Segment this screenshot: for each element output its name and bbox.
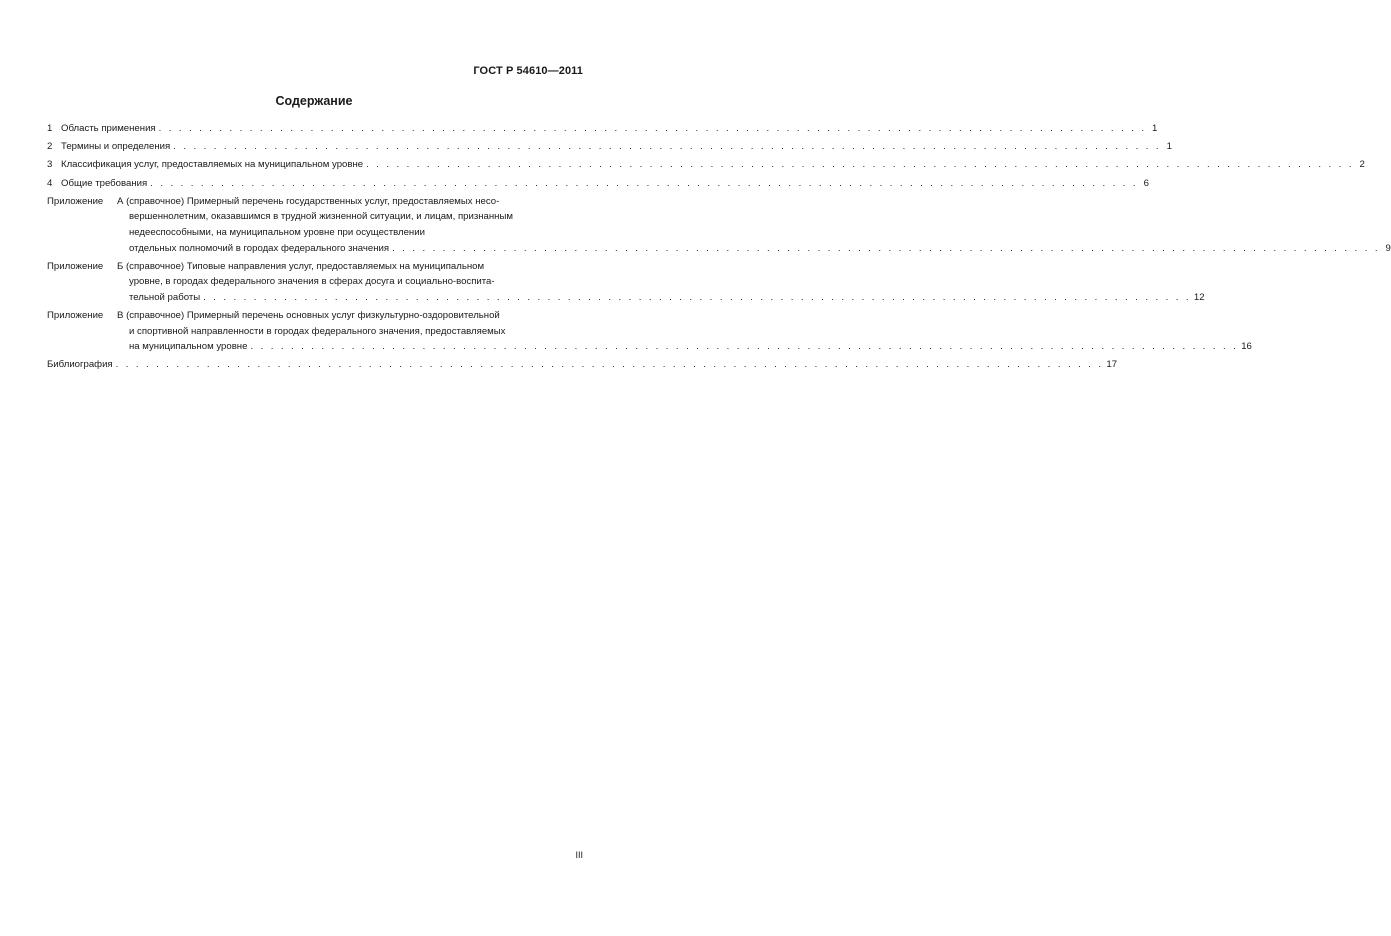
toc-entry-number: 3 bbox=[47, 159, 53, 171]
toc-entry-page: 9 bbox=[1385, 242, 1391, 254]
toc-entry-label: Область применения bbox=[61, 123, 156, 134]
toc-entry-page: 12 bbox=[1193, 291, 1205, 303]
toc-entry-3[interactable] bbox=[47, 157, 1365, 173]
page-number: III bbox=[575, 850, 583, 860]
toc-entry-4[interactable] bbox=[47, 176, 1149, 192]
appendix-prefix: Приложение bbox=[47, 310, 104, 322]
dot-leader bbox=[250, 339, 1238, 355]
toc-entry-page: 16 bbox=[1241, 341, 1252, 353]
toc-entry-number: 1 bbox=[47, 123, 53, 134]
appendix-title-line: уровне, в городах федерального значения в сферах досуга и социально-воспита- bbox=[129, 276, 495, 288]
appendix-title-line: недееспособными, на муниципальном уровне при осуществлении bbox=[129, 226, 425, 238]
toc-entry-2[interactable] bbox=[47, 139, 1172, 155]
appendix-title-line: В (справочное) Примерный перечень основных услуг физкультурно-оздоровительной bbox=[117, 310, 500, 322]
standard-code: ГОСТ Р 54610—2011 bbox=[473, 65, 583, 77]
toc-bibliography[interactable] bbox=[47, 357, 1118, 373]
toc-entry-page: 6 bbox=[1143, 177, 1149, 189]
dot-leader bbox=[392, 241, 1380, 257]
dot-leader bbox=[366, 157, 1354, 173]
toc-appendix-b[interactable] bbox=[47, 259, 1205, 306]
dot-leader bbox=[116, 357, 1104, 373]
toc-entry-1[interactable] bbox=[47, 121, 1158, 137]
toc-appendix-a[interactable] bbox=[47, 194, 1391, 256]
toc-entry-page: 1 bbox=[1152, 123, 1158, 134]
toc-entry-label: Общие требования bbox=[61, 177, 148, 189]
toc-entry-label: Классификация услуг, предоставляемых на муниципальном уровне bbox=[61, 159, 364, 171]
appendix-title-line: Б (справочное) Типовые направления услуг, предоставляемых на муниципальном bbox=[117, 260, 485, 272]
toc-appendix-v[interactable] bbox=[47, 308, 1252, 355]
toc-entry-number: 4 bbox=[47, 177, 53, 189]
appendix-title-line: отдельных полномочий в городах федерального значения bbox=[129, 242, 390, 254]
toc-entry-number: 2 bbox=[47, 141, 53, 153]
dot-leader bbox=[150, 176, 1138, 192]
table-of-contents bbox=[47, 121, 1391, 376]
appendix-title-line: вершеннолетним, оказавшимся в трудной жизненной ситуации, и лицам, признанным bbox=[129, 211, 513, 223]
appendix-title-line: тельной работы bbox=[129, 291, 201, 303]
toc-title: Содержание bbox=[275, 94, 353, 108]
toc-entry-page: 17 bbox=[1106, 359, 1118, 371]
dot-leader bbox=[173, 139, 1161, 155]
toc-entry-label: Библиография bbox=[47, 359, 113, 371]
appendix-title-line: А (справочное) Примерный перечень государственных услуг, предоставляемых несо- bbox=[117, 195, 500, 207]
toc-entry-page: 2 bbox=[1359, 159, 1365, 171]
dot-leader bbox=[203, 290, 1191, 306]
dot-leader bbox=[159, 121, 1147, 137]
appendix-prefix: Приложение bbox=[47, 260, 104, 272]
appendix-title-line: на муниципальном уровне bbox=[129, 341, 248, 353]
toc-entry-page: 1 bbox=[1166, 141, 1172, 153]
appendix-prefix: Приложение bbox=[47, 195, 104, 207]
toc-entry-label: Термины и определения bbox=[61, 141, 171, 153]
appendix-title-line: и спортивной направленности в городах федерального значения, предоставляемых bbox=[129, 325, 506, 337]
